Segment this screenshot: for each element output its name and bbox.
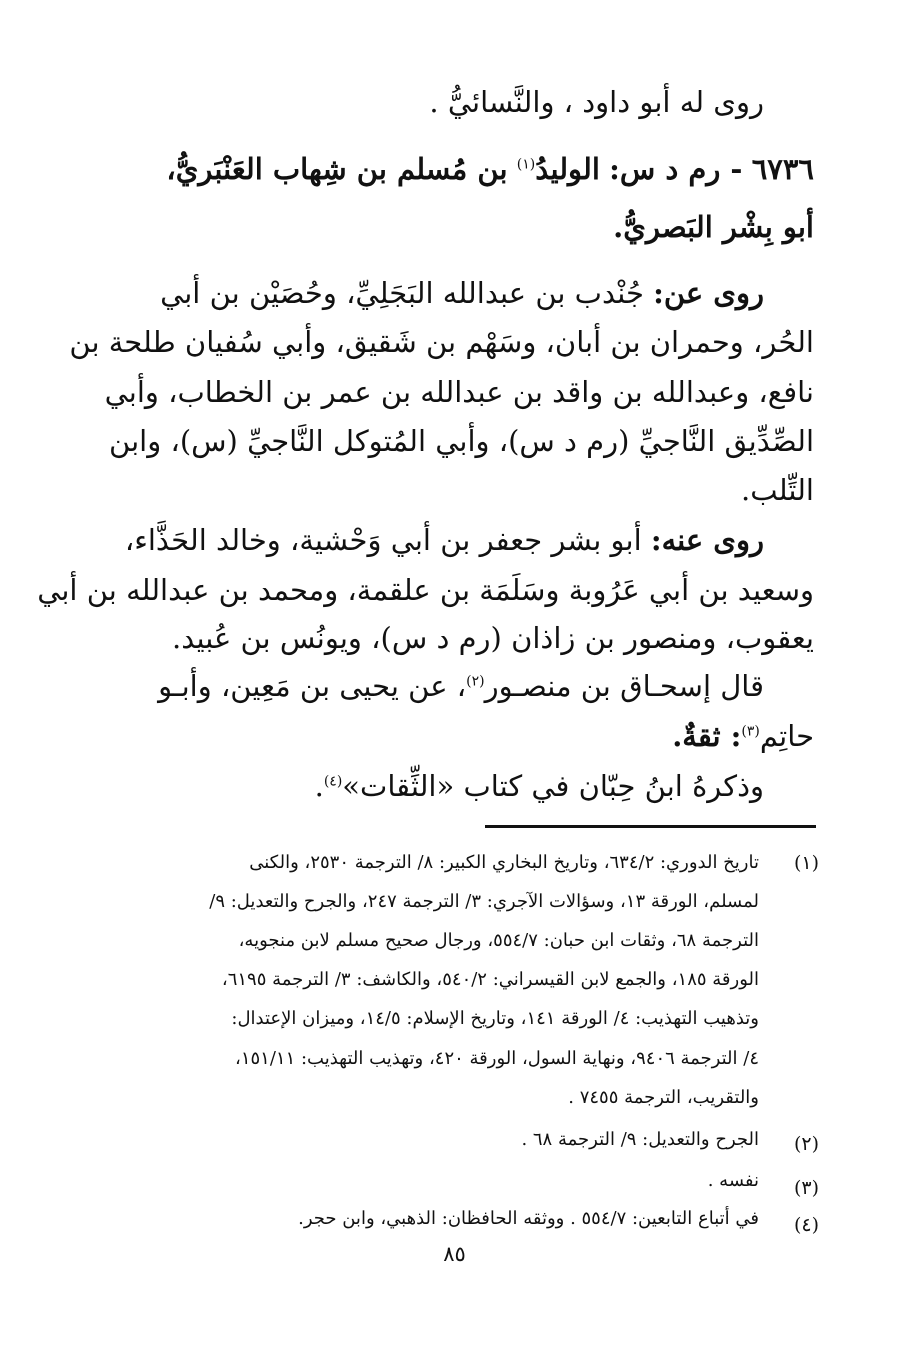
entry-number: ٦٧٣٦: [751, 152, 814, 186]
footnote-1-line-3: الترجمة ٦٨، وثقات ابن حبان: ٥٥٤/٧، ورجال صحيح مسلم لابن منجويه،: [238, 930, 759, 951]
footnote-1-number: (١): [793, 852, 819, 874]
footnote-2-line-1: الجرح والتعديل: ٩/ الترجمة ٦٨ .: [521, 1129, 759, 1150]
footnote-4-line-1: في أتباع التابعين: ٥٥٤/٧ . ووثقه الحافظان: الذهبي، وابن حجر.: [298, 1208, 759, 1229]
entry-intro: روى له أبو داود ، والنَّسائيُّ .: [429, 85, 764, 119]
footnote-3-number: (٣): [793, 1177, 819, 1199]
footnote-1-line-5: وتذهيب التهذيب: ٤/ الورقة ١٤١، وتاريخ الإسلام: ١٤/٥، وميزان الإعتدال:: [231, 1008, 759, 1029]
narrated-by-text: أبو بشر جعفر بن أبي وَحْشية، وخالد الحَذَّاء،: [124, 523, 642, 557]
narrated-from-line-2: الحُر، وحمران بن أبان، وسَهْم بن شَقيق، وأبي سُفيان طلحة بن: [69, 325, 814, 359]
footnote-ref-1: (١): [516, 156, 536, 173]
ratings-line-3: [314, 769, 764, 803]
ratings-text-1a: قال إسحـاق بن منصـور: [484, 669, 764, 703]
footnote-2-number: (٢): [793, 1133, 819, 1155]
entry-kunya: أبو بِشْر البَصريُّ.: [613, 210, 814, 244]
narrated-from-label: روى عن:: [653, 276, 764, 310]
footnote-ref-4: (٤): [323, 773, 343, 790]
footnote-1-line-7: والتقريب، الترجمة ٧٤٥٥ .: [568, 1087, 759, 1108]
narrated-by-line-3: يعقوب، ومنصور بن زاذان (رم د س)، ويونُس بن عُبيد.: [172, 621, 814, 655]
ratings-text-2b: : ثقةٌ.: [672, 719, 742, 753]
footnote-1-line-2: لمسلم، الورقة ١٣، وسؤالات الآجري: ٣/ الترجمة ٢٤٧، والجرح والتعديل: ٩/: [209, 891, 759, 912]
footnote-separator: [485, 825, 816, 828]
ratings-line-1: [158, 669, 764, 703]
footnote-ref-3: (٣): [741, 723, 760, 740]
narrated-from-line-4: الصِّدِّيق النَّاجيِّ (رم د س)، وأبي المُتوكل النَّاجيِّ (س)، وابن: [109, 424, 814, 458]
narrated-from-line-1: [160, 276, 764, 310]
entry-name-rest: بن مُسلم بن شِهاب العَنْبَريُّ،: [166, 152, 508, 186]
footnote-1-line-6: ٤/ الترجمة ٩٤٠٦، ونهاية السول، الورقة ٤٢٠، وتهذيب التهذيب: ١٥١/١١،: [235, 1048, 759, 1069]
footnote-1-line-4: الورقة ١٨٥، والجمع لابن القيسراني: ٥٤٠/٢، والكاشف: ٣/ الترجمة ٦١٩٥،: [221, 969, 759, 990]
narrated-by-label: روى عنه:: [650, 523, 764, 557]
entry-heading: [166, 152, 814, 186]
footnote-4-number: (٤): [793, 1214, 819, 1236]
ratings-text-3a: وذكرهُ ابنُ حِبّان في كتاب «الثِّقات»: [342, 769, 764, 803]
ratings-line-2: [672, 719, 814, 753]
entry-name: الوليدُ: [535, 152, 600, 186]
ratings-text-1b: ، عن يحيى بن مَعِين، وأبـو: [158, 669, 467, 703]
ratings-text-3b: .: [314, 769, 324, 803]
narrated-by-line-2: وسعيد بن أبي عَرُوبة وسَلَمَة بن علقمة، ومحمد بن عبدالله بن أبي: [37, 573, 814, 607]
footnote-ref-2: (٢): [466, 673, 485, 690]
narrated-from-line-3: نافع، وعبدالله بن واقد بن عبدالله بن عمر بن الخطاب، وأبي: [104, 375, 814, 409]
narrated-from-text: جُنْدب بن عبدالله البَجَلِيِّ، وحُصَيْن بن أبي: [160, 276, 644, 310]
footnote-3-line-1: نفسه .: [707, 1170, 759, 1191]
footnote-1-line-1: تاريخ الدوري: ٦٣٤/٢، وتاريخ البخاري الكبير: ٨/ الترجمة ٢٥٣٠، والكنى: [249, 852, 759, 873]
page-number: ٨٥: [443, 1242, 466, 1266]
ratings-text-2a: حاتِم: [759, 719, 814, 753]
entry-codes: - رم د س:: [609, 152, 743, 186]
narrated-from-line-5: التِّلب.: [741, 473, 814, 507]
narrated-by-line-1: [124, 523, 764, 557]
